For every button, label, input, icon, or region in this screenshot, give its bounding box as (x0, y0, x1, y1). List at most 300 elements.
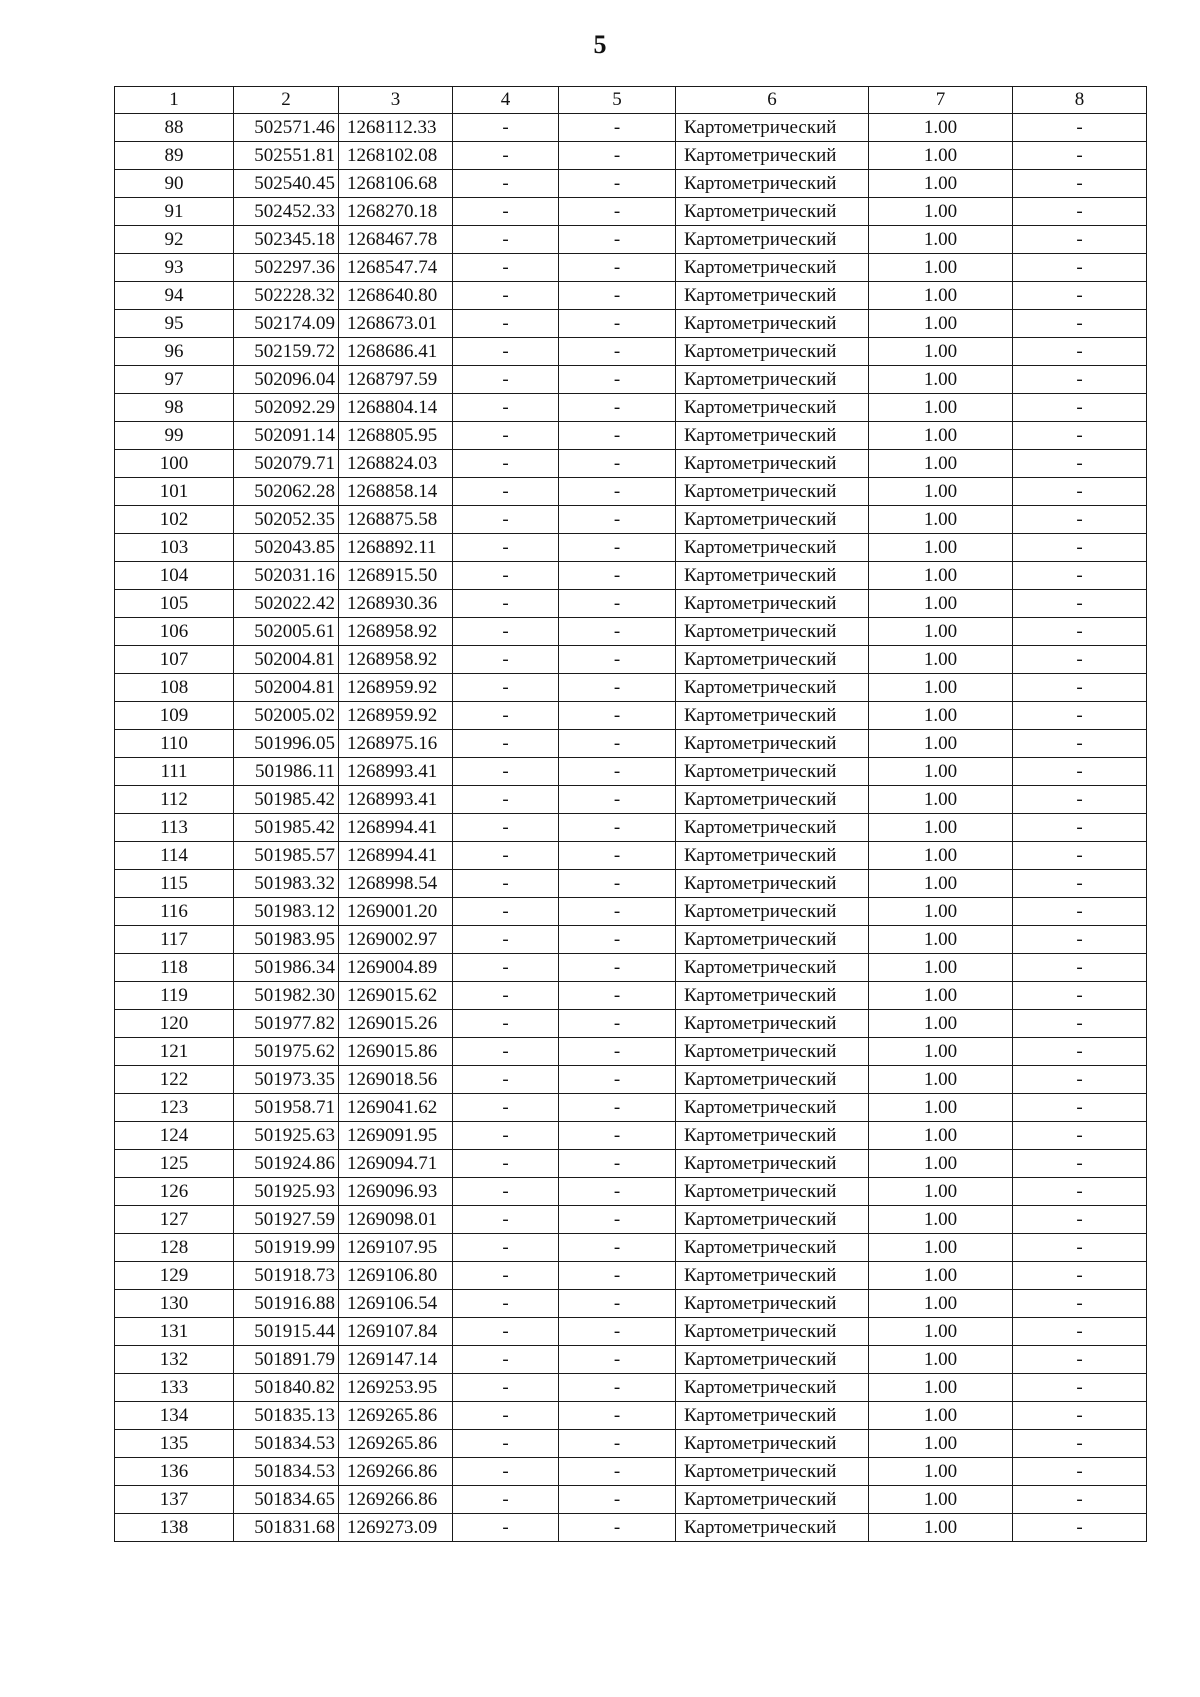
cell-col4-value: - (453, 1010, 559, 1038)
table-row (115, 1374, 1147, 1402)
table-row (115, 590, 1147, 618)
cell-coord-y: 1268797.59 (339, 366, 453, 394)
cell-coord-y: 1269106.80 (339, 1262, 453, 1290)
cell-col4-value: - (453, 450, 559, 478)
table-row (115, 394, 1147, 422)
cell-point-number: 103 (115, 534, 234, 562)
cell-accuracy: 1.00 (869, 954, 1013, 982)
cell-accuracy: 1.00 (869, 870, 1013, 898)
cell-coord-x: 501925.63 (234, 1122, 339, 1150)
cell-point-number: 123 (115, 1094, 234, 1122)
cell-point-number: 116 (115, 898, 234, 926)
cell-accuracy: 1.00 (869, 814, 1013, 842)
table-row (115, 618, 1147, 646)
cell-accuracy: 1.00 (869, 562, 1013, 590)
cell-col4-value: - (453, 1206, 559, 1234)
cell-col5-value: - (559, 1234, 676, 1262)
cell-col5-value: - (559, 814, 676, 842)
cell-col5-value: - (559, 786, 676, 814)
cell-accuracy: 1.00 (869, 506, 1013, 534)
cell-point-number: 120 (115, 1010, 234, 1038)
cell-col5-value: - (559, 1178, 676, 1206)
cell-col5-value: - (559, 590, 676, 618)
table-row (115, 1262, 1147, 1290)
cell-col5-value: - (559, 870, 676, 898)
cell-method: Картометрический (676, 254, 869, 282)
cell-method: Картометрический (676, 1430, 869, 1458)
cell-accuracy: 1.00 (869, 1094, 1013, 1122)
table-row (115, 730, 1147, 758)
cell-coord-x: 501985.57 (234, 842, 339, 870)
cell-coord-y: 1269041.62 (339, 1094, 453, 1122)
cell-col4-value: - (453, 310, 559, 338)
cell-col4-value: - (453, 702, 559, 730)
cell-coord-y: 1268102.08 (339, 142, 453, 170)
cell-coord-x: 502004.81 (234, 646, 339, 674)
cell-accuracy: 1.00 (869, 702, 1013, 730)
cell-col4-value: - (453, 1094, 559, 1122)
table-row (115, 1094, 1147, 1122)
cell-col5-value: - (559, 898, 676, 926)
cell-coord-x: 501918.73 (234, 1262, 339, 1290)
cell-col5-value: - (559, 366, 676, 394)
cell-method: Картометрический (676, 1066, 869, 1094)
cell-col4-value: - (453, 618, 559, 646)
cell-method: Картометрический (676, 1486, 869, 1514)
cell-coord-x: 501996.05 (234, 730, 339, 758)
cell-col5-value: - (559, 534, 676, 562)
cell-accuracy: 1.00 (869, 282, 1013, 310)
cell-col4-value: - (453, 1234, 559, 1262)
cell-col8-value: - (1013, 254, 1147, 282)
cell-col5-value: - (559, 926, 676, 954)
cell-method: Картометрический (676, 1038, 869, 1066)
cell-col8-value: - (1013, 786, 1147, 814)
cell-point-number: 105 (115, 590, 234, 618)
cell-method: Картометрический (676, 1122, 869, 1150)
cell-coord-y: 1268993.41 (339, 786, 453, 814)
cell-col8-value: - (1013, 450, 1147, 478)
cell-col4-value: - (453, 730, 559, 758)
cell-coord-x: 502022.42 (234, 590, 339, 618)
table-row (115, 674, 1147, 702)
cell-coord-x: 502092.29 (234, 394, 339, 422)
cell-accuracy: 1.00 (869, 422, 1013, 450)
cell-point-number: 106 (115, 618, 234, 646)
cell-col8-value: - (1013, 1458, 1147, 1486)
cell-col4-value: - (453, 1038, 559, 1066)
cell-method: Картометрический (676, 366, 869, 394)
cell-point-number: 111 (115, 758, 234, 786)
cell-col4-value: - (453, 506, 559, 534)
table-row (115, 898, 1147, 926)
cell-method: Картометрический (676, 814, 869, 842)
cell-coord-y: 1268958.92 (339, 646, 453, 674)
cell-col5-value: - (559, 1150, 676, 1178)
cell-coord-x: 501927.59 (234, 1206, 339, 1234)
cell-coord-y: 1268686.41 (339, 338, 453, 366)
cell-col8-value: - (1013, 114, 1147, 142)
table-row (115, 1150, 1147, 1178)
cell-coord-y: 1269094.71 (339, 1150, 453, 1178)
cell-coord-x: 502345.18 (234, 226, 339, 254)
cell-method: Картометрический (676, 842, 869, 870)
coordinates-table (114, 86, 1147, 1542)
cell-accuracy: 1.00 (869, 1430, 1013, 1458)
cell-method: Картометрический (676, 926, 869, 954)
cell-coord-x: 501840.82 (234, 1374, 339, 1402)
cell-col8-value: - (1013, 366, 1147, 394)
cell-accuracy: 1.00 (869, 982, 1013, 1010)
cell-col5-value: - (559, 618, 676, 646)
cell-method: Картометрический (676, 898, 869, 926)
table-row (115, 1486, 1147, 1514)
cell-accuracy: 1.00 (869, 534, 1013, 562)
cell-col8-value: - (1013, 534, 1147, 562)
cell-point-number: 131 (115, 1318, 234, 1346)
cell-col5-value: - (559, 842, 676, 870)
cell-col5-value: - (559, 646, 676, 674)
cell-col4-value: - (453, 338, 559, 366)
cell-method: Картометрический (676, 450, 869, 478)
cell-coord-x: 502005.02 (234, 702, 339, 730)
cell-col4-value: - (453, 422, 559, 450)
cell-point-number: 108 (115, 674, 234, 702)
cell-method: Картометрический (676, 114, 869, 142)
cell-coord-y: 1268875.58 (339, 506, 453, 534)
cell-coord-x: 501835.13 (234, 1402, 339, 1430)
cell-coord-y: 1269106.54 (339, 1290, 453, 1318)
table-row (115, 758, 1147, 786)
cell-col5-value: - (559, 114, 676, 142)
column-header-8: 8 (1013, 87, 1147, 114)
cell-point-number: 92 (115, 226, 234, 254)
cell-col4-value: - (453, 786, 559, 814)
cell-coord-y: 1268958.92 (339, 618, 453, 646)
cell-coord-x: 501834.53 (234, 1458, 339, 1486)
cell-col8-value: - (1013, 1122, 1147, 1150)
cell-point-number: 110 (115, 730, 234, 758)
cell-coord-y: 1268998.54 (339, 870, 453, 898)
cell-point-number: 127 (115, 1206, 234, 1234)
cell-col8-value: - (1013, 1290, 1147, 1318)
cell-coord-x: 502096.04 (234, 366, 339, 394)
cell-method: Картометрический (676, 646, 869, 674)
table-row (115, 338, 1147, 366)
cell-coord-x: 501985.42 (234, 814, 339, 842)
cell-point-number: 119 (115, 982, 234, 1010)
cell-point-number: 99 (115, 422, 234, 450)
cell-point-number: 117 (115, 926, 234, 954)
cell-coord-x: 501986.34 (234, 954, 339, 982)
page-number: 5 (593, 30, 607, 59)
cell-coord-y: 1268959.92 (339, 702, 453, 730)
cell-col8-value: - (1013, 422, 1147, 450)
cell-col5-value: - (559, 198, 676, 226)
cell-point-number: 114 (115, 842, 234, 870)
cell-coord-x: 501983.32 (234, 870, 339, 898)
cell-col4-value: - (453, 1402, 559, 1430)
cell-col4-value: - (453, 1318, 559, 1346)
cell-coord-x: 501834.53 (234, 1430, 339, 1458)
cell-col8-value: - (1013, 1178, 1147, 1206)
cell-col8-value: - (1013, 702, 1147, 730)
cell-point-number: 90 (115, 170, 234, 198)
cell-col8-value: - (1013, 1430, 1147, 1458)
cell-col5-value: - (559, 674, 676, 702)
cell-method: Картометрический (676, 1010, 869, 1038)
cell-point-number: 133 (115, 1374, 234, 1402)
cell-col4-value: - (453, 842, 559, 870)
table-row (115, 366, 1147, 394)
cell-coord-y: 1268824.03 (339, 450, 453, 478)
cell-col8-value: - (1013, 982, 1147, 1010)
cell-method: Картометрический (676, 338, 869, 366)
cell-point-number: 91 (115, 198, 234, 226)
table-row (115, 1234, 1147, 1262)
cell-coord-x: 501919.99 (234, 1234, 339, 1262)
cell-point-number: 136 (115, 1458, 234, 1486)
cell-method: Картометрический (676, 1234, 869, 1262)
table-row (115, 1290, 1147, 1318)
cell-point-number: 95 (115, 310, 234, 338)
table-row (115, 226, 1147, 254)
cell-col4-value: - (453, 1150, 559, 1178)
cell-col4-value: - (453, 758, 559, 786)
cell-coord-x: 502091.14 (234, 422, 339, 450)
cell-col5-value: - (559, 954, 676, 982)
cell-col4-value: - (453, 1262, 559, 1290)
cell-point-number: 129 (115, 1262, 234, 1290)
cell-point-number: 88 (115, 114, 234, 142)
cell-accuracy: 1.00 (869, 1402, 1013, 1430)
cell-col4-value: - (453, 282, 559, 310)
table-row (115, 422, 1147, 450)
table-row (115, 506, 1147, 534)
cell-col4-value: - (453, 534, 559, 562)
cell-point-number: 100 (115, 450, 234, 478)
cell-method: Картометрический (676, 1374, 869, 1402)
cell-method: Картометрический (676, 758, 869, 786)
table-row (115, 534, 1147, 562)
cell-coord-x: 502228.32 (234, 282, 339, 310)
cell-col5-value: - (559, 1290, 676, 1318)
table-row (115, 142, 1147, 170)
cell-col4-value: - (453, 1430, 559, 1458)
cell-method: Картометрический (676, 982, 869, 1010)
cell-coord-y: 1268993.41 (339, 758, 453, 786)
cell-col4-value: - (453, 394, 559, 422)
cell-col4-value: - (453, 590, 559, 618)
cell-col4-value: - (453, 114, 559, 142)
cell-col4-value: - (453, 1290, 559, 1318)
cell-col8-value: - (1013, 618, 1147, 646)
cell-point-number: 130 (115, 1290, 234, 1318)
cell-point-number: 96 (115, 338, 234, 366)
cell-col5-value: - (559, 1094, 676, 1122)
cell-col4-value: - (453, 954, 559, 982)
table-row (115, 1514, 1147, 1542)
cell-col5-value: - (559, 562, 676, 590)
cell-point-number: 118 (115, 954, 234, 982)
cell-col4-value: - (453, 562, 559, 590)
cell-method: Картометрический (676, 674, 869, 702)
cell-col4-value: - (453, 1514, 559, 1542)
cell-coord-x: 502452.33 (234, 198, 339, 226)
cell-col8-value: - (1013, 758, 1147, 786)
cell-method: Картометрический (676, 1178, 869, 1206)
cell-point-number: 102 (115, 506, 234, 534)
cell-col4-value: - (453, 478, 559, 506)
cell-method: Картометрический (676, 310, 869, 338)
cell-accuracy: 1.00 (869, 674, 1013, 702)
header-row (115, 87, 1147, 114)
cell-method: Картометрический (676, 590, 869, 618)
cell-col8-value: - (1013, 1514, 1147, 1542)
table-row (115, 814, 1147, 842)
cell-coord-x: 501982.30 (234, 982, 339, 1010)
cell-accuracy: 1.00 (869, 1038, 1013, 1066)
cell-col8-value: - (1013, 198, 1147, 226)
cell-col8-value: - (1013, 1206, 1147, 1234)
cell-coord-x: 501916.88 (234, 1290, 339, 1318)
table-row (115, 954, 1147, 982)
table-row (115, 926, 1147, 954)
cell-col4-value: - (453, 674, 559, 702)
cell-point-number: 134 (115, 1402, 234, 1430)
cell-method: Картометрический (676, 1290, 869, 1318)
cell-accuracy: 1.00 (869, 114, 1013, 142)
cell-coord-y: 1269004.89 (339, 954, 453, 982)
table-row (115, 1346, 1147, 1374)
cell-col5-value: - (559, 1374, 676, 1402)
cell-col5-value: - (559, 1486, 676, 1514)
cell-col8-value: - (1013, 282, 1147, 310)
cell-method: Картометрический (676, 198, 869, 226)
cell-point-number: 94 (115, 282, 234, 310)
cell-coord-x: 501973.35 (234, 1066, 339, 1094)
cell-point-number: 124 (115, 1122, 234, 1150)
cell-point-number: 101 (115, 478, 234, 506)
cell-accuracy: 1.00 (869, 366, 1013, 394)
cell-col8-value: - (1013, 870, 1147, 898)
cell-point-number: 89 (115, 142, 234, 170)
cell-coord-y: 1268805.95 (339, 422, 453, 450)
cell-coord-y: 1268640.80 (339, 282, 453, 310)
cell-coord-y: 1269002.97 (339, 926, 453, 954)
cell-coord-y: 1268930.36 (339, 590, 453, 618)
cell-point-number: 113 (115, 814, 234, 842)
cell-col8-value: - (1013, 590, 1147, 618)
cell-col8-value: - (1013, 814, 1147, 842)
cell-coord-y: 1268106.68 (339, 170, 453, 198)
cell-point-number: 109 (115, 702, 234, 730)
cell-accuracy: 1.00 (869, 1206, 1013, 1234)
cell-col8-value: - (1013, 1150, 1147, 1178)
cell-col8-value: - (1013, 674, 1147, 702)
cell-point-number: 126 (115, 1178, 234, 1206)
table-row (115, 478, 1147, 506)
cell-coord-y: 1268547.74 (339, 254, 453, 282)
cell-col8-value: - (1013, 506, 1147, 534)
cell-col4-value: - (453, 1122, 559, 1150)
cell-accuracy: 1.00 (869, 254, 1013, 282)
cell-coord-y: 1268892.11 (339, 534, 453, 562)
cell-coord-x: 501958.71 (234, 1094, 339, 1122)
cell-col8-value: - (1013, 954, 1147, 982)
cell-accuracy: 1.00 (869, 842, 1013, 870)
cell-col5-value: - (559, 1010, 676, 1038)
cell-coord-y: 1268994.41 (339, 814, 453, 842)
table-row (115, 1402, 1147, 1430)
cell-coord-x: 502551.81 (234, 142, 339, 170)
cell-coord-x: 501891.79 (234, 1346, 339, 1374)
cell-method: Картометрический (676, 1346, 869, 1374)
cell-accuracy: 1.00 (869, 226, 1013, 254)
cell-col5-value: - (559, 1122, 676, 1150)
cell-accuracy: 1.00 (869, 926, 1013, 954)
cell-col8-value: - (1013, 842, 1147, 870)
cell-coord-y: 1268975.16 (339, 730, 453, 758)
cell-accuracy: 1.00 (869, 1318, 1013, 1346)
cell-method: Картометрический (676, 506, 869, 534)
cell-col5-value: - (559, 450, 676, 478)
table-row (115, 702, 1147, 730)
cell-col4-value: - (453, 366, 559, 394)
cell-accuracy: 1.00 (869, 1234, 1013, 1262)
cell-coord-x: 502571.46 (234, 114, 339, 142)
cell-accuracy: 1.00 (869, 618, 1013, 646)
cell-method: Картометрический (676, 1262, 869, 1290)
cell-col8-value: - (1013, 310, 1147, 338)
table-row (115, 1318, 1147, 1346)
cell-coord-y: 1268673.01 (339, 310, 453, 338)
cell-col5-value: - (559, 1402, 676, 1430)
cell-coord-x: 501986.11 (234, 758, 339, 786)
cell-method: Картометрический (676, 422, 869, 450)
cell-point-number: 135 (115, 1430, 234, 1458)
table-row (115, 786, 1147, 814)
cell-coord-y: 1269253.95 (339, 1374, 453, 1402)
cell-coord-y: 1268994.41 (339, 842, 453, 870)
cell-method: Картометрический (676, 226, 869, 254)
cell-coord-x: 501983.95 (234, 926, 339, 954)
cell-coord-y: 1269015.86 (339, 1038, 453, 1066)
cell-coord-y: 1269147.14 (339, 1346, 453, 1374)
cell-point-number: 137 (115, 1486, 234, 1514)
cell-col5-value: - (559, 1206, 676, 1234)
cell-accuracy: 1.00 (869, 1514, 1013, 1542)
column-header-6: 6 (676, 87, 869, 114)
cell-accuracy: 1.00 (869, 310, 1013, 338)
cell-accuracy: 1.00 (869, 1486, 1013, 1514)
cell-col4-value: - (453, 898, 559, 926)
cell-method: Картометрический (676, 1094, 869, 1122)
cell-col5-value: - (559, 310, 676, 338)
cell-coord-y: 1269107.95 (339, 1234, 453, 1262)
cell-col5-value: - (559, 142, 676, 170)
cell-accuracy: 1.00 (869, 646, 1013, 674)
cell-col4-value: - (453, 170, 559, 198)
cell-col8-value: - (1013, 562, 1147, 590)
cell-col8-value: - (1013, 338, 1147, 366)
cell-coord-y: 1268858.14 (339, 478, 453, 506)
cell-coord-y: 1269265.86 (339, 1402, 453, 1430)
cell-coord-x: 501983.12 (234, 898, 339, 926)
cell-col5-value: - (559, 1262, 676, 1290)
cell-coord-x: 502004.81 (234, 674, 339, 702)
cell-col4-value: - (453, 1486, 559, 1514)
